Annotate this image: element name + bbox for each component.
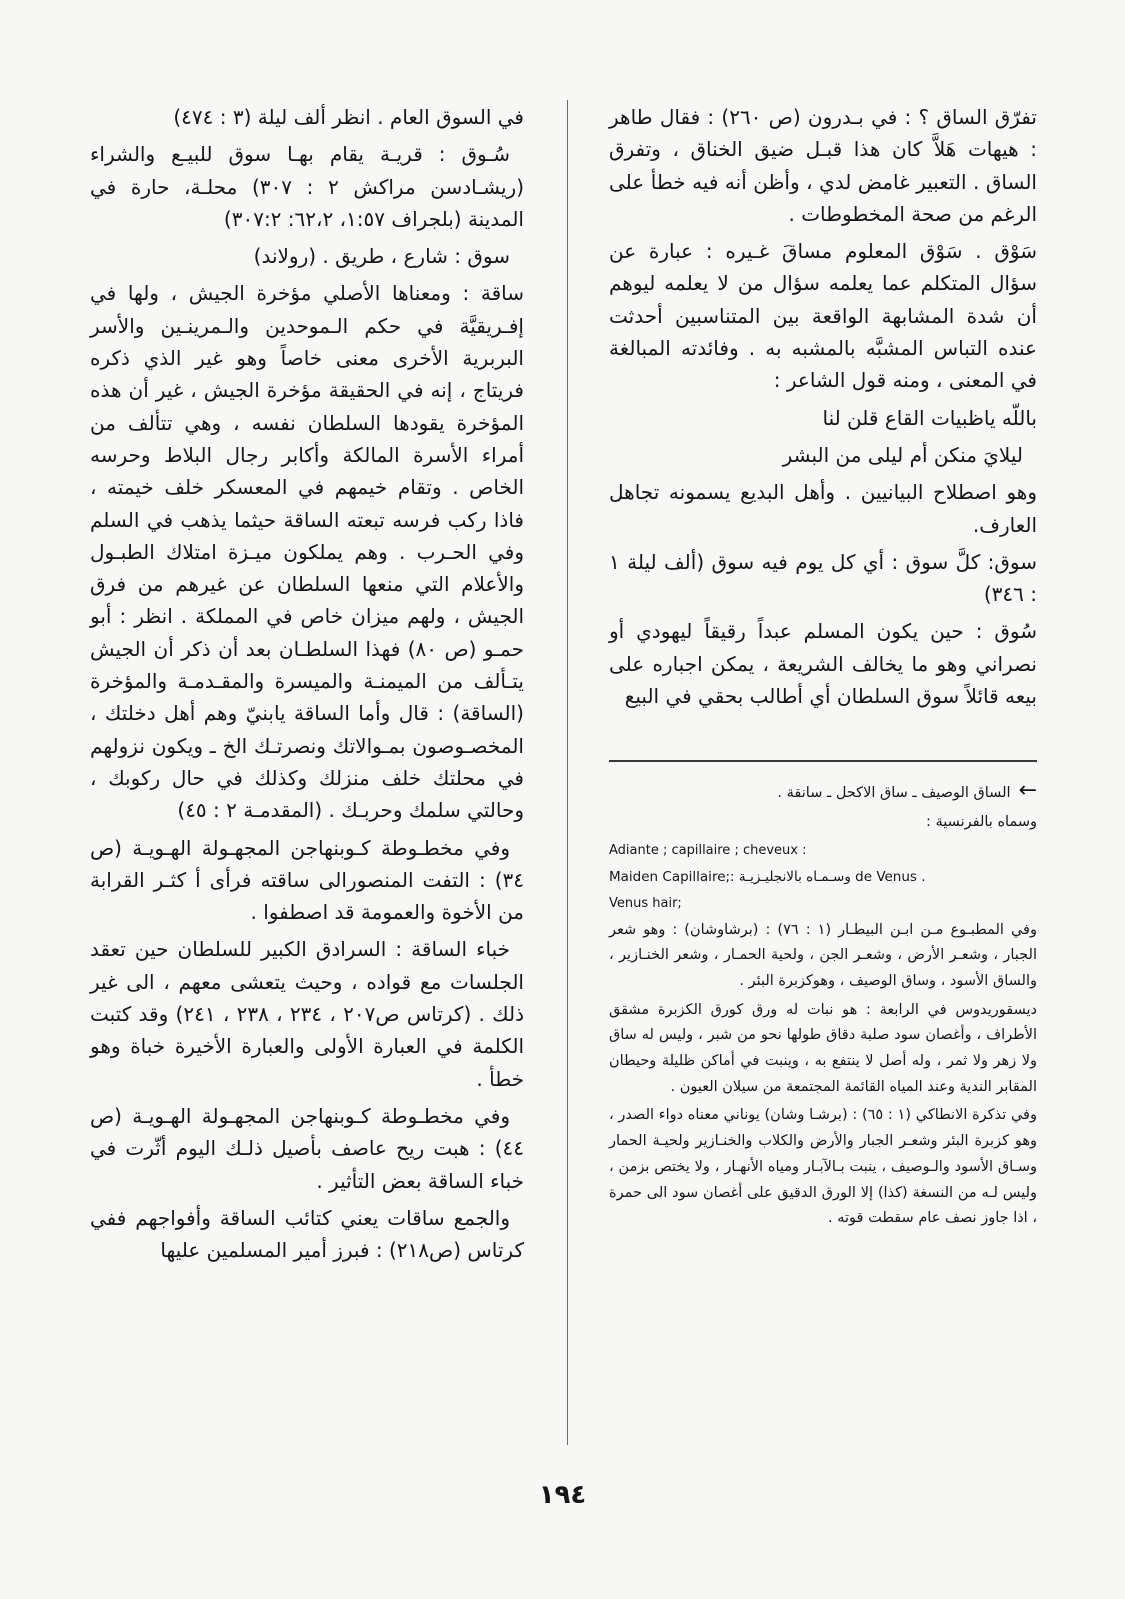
paragraph-copenhagen-2: وفي مخطـوطة كـوبنهاجن المجهـولة الهـويـة (ص ٤٤) : هبت ريح عاصف بأصيل ذلـك اليوم أثّرت في خباء الساقة بعض التأثير . <box>90 1103 524 1193</box>
footnote-paragraph-antaki: وفي تذكرة الانطاكي (١ : ٦٥) : (برشـا وشان) يوناني معناه دواء الصدر ، وهو كزبرة البئر وشعـر الجبار والأرض والكلاب والخنـازير ولحيـة الحمار وسـاق الأسود والـوصيف ، ينبت بـالآبـار ومياه الأنهـار ، ولا يختص بزمن ، وليس لـه من النسغة (كذا) إلا الورق الدقيق على أغصان سود الى حمرة ، اذا جاوز نصف عام سقطت قوته . <box>609 1107 1037 1227</box>
footnote-english-line: Maiden Capillaire;: وسـمـاه بالانجليـزيـة de Venus . <box>609 869 926 886</box>
arrow-icon: ← <box>1018 778 1037 803</box>
footnote-rule <box>609 760 1037 762</box>
footnote-paragraph-dioscorides: ديسقوريدوس في الرابعة : هو نبات له ورق كورق الكزبرة مشقق الأطراف ، وأغصان سود صلبة دقاق طولها نحو من شبر ، وليس له ساق ولا زهر ولا ثمر ، وله أصل لا ينتفع به ، وينبت في أماكن ظليلة وحيطان المقابر الندية وعند المياه القائمة المجتمعة من سيلان العيون . <box>609 1001 1037 1095</box>
paragraph-sawq-definition: سَوْق . سَوْق المعلوم مساقَ غـيره : عبارة عن سؤال المتكلم عما يعلمه سؤال من لا يعلمه ليوهم أن شدة المشابهة الواقعة بين المتناسبين أحدثت عنده التباس المشبَّه بالمشبه به . وفائدته المبالغة في المعنى ، ومنه قول الشاعر : <box>609 239 1037 393</box>
paragraph-souq-village: سُـوق : قريـة يقام بهـا سوق للبيـع والشراء (ريشـادسن مراكش ٢ : ٣٠٧) محلـة، حارة في المدينة (بلجراف ١:٥٧، ٦٢،٢: ٣٠٧:٢) <box>90 142 525 231</box>
footnote-english-term: Venus hair; <box>609 895 682 911</box>
left-column <box>90 101 524 1271</box>
page-number: ١٩٤ <box>538 1480 587 1510</box>
right-column <box>609 101 1037 717</box>
paragraph-saqat-plural: والجمع ساقات يعني كتائب الساقة وأفواجهم ففي كرتاس (ص٢١٨) : فبرز أمير المسلمين عليها <box>90 1205 524 1263</box>
footnote-line-1 <box>609 778 1037 807</box>
paragraph-saqa: ساقة : ومعناها الأصلي مؤخرة الجيش ، ولها في إفـريقيَّة في حكم الـموحدين والـمرينـين والأسر البربرية الأخرى معنى خاصاً وهو غير الذي ذكره فريتاج ، إنه في الحقيقة مؤخرة الجيش ، غير أن هذه المؤخرة يقودها السلطان نفسه ، وهي تتألف من أمراء الأسرة المالكة وأكابر رجال البلاط وحرسه الخاص . وتقام خيمهم في المعسكر خلف خيمته ، فاذا ركب فرسه تبعته الساقة حيثما يذهب في السلم وفي الحـرب . وهم يملكون ميـزة امتلاك الطبـول والأعلام التي منعها السلطان عن غيرهم من فرق الجيش ، ولهم ميزان خاص في المملكة . انظر : أبو حمـو (ص ٨٠) فهذا السلطـان بعد أن ذكر أن الجيش يتـألف من الميمنـة والميسرة والمقـدمـة والمؤخرة (الساقة) : قال وأما الساقة يابنيّ وهم أهل دخلتك ، المخصـوصون بمـوالاتك ونصرتـك الخ ـ ويكون نزولهم في محلتك خلف منزلك وكذلك في حال ركوبك ، وحالتي سلمك وحربـك . (المقدمـة ٢ : ٤٥) <box>90 281 524 823</box>
paragraph-tafarruq: تفرّق الساق ؟ : في بـدرون (ص ٢٦٠) : فقال طاهر : هيهات هَلاَّ كان هذا قبـل ضيق الخناق ، وتفرق الساق . التعبير غامض لدي ، وأظن أنه فيه خطأ على الرغم من صحة المخطوطات . <box>609 105 1037 226</box>
paragraph-tajahul: وهو اصطلاح البيانيين . وأهل البديع يسمونه تجاهل العارف. <box>609 480 1037 537</box>
footnote-line-1-text: الساق الوصيف ـ ساق الاكحل ـ سانقة . <box>777 785 1011 801</box>
poem-line-1: باللّه ياظبيات القاع قلن لنا <box>822 405 1037 430</box>
paragraph-suq-sultan: سُوق : حين يكون المسلم عبداً رقيقاً ليهودي أو نصراني وهو ما يخالف الشريعة ، يمكن اجباره على بيعه قائلاً سوق السلطان أي أطالب بحقي في البيع <box>609 619 1037 709</box>
poem-line-2: ليلايَ منكن أم ليلى من البشر <box>782 442 1023 467</box>
footnote-french-terms: Adiante ; capillaire ; cheveux : <box>609 843 807 859</box>
paragraph-souq-street: سوق : شارع ، طريق . (رولاند) <box>253 244 510 269</box>
column-divider <box>567 100 568 1445</box>
footnote-line-2: وسماه بالفرنسية : <box>926 813 1037 830</box>
footnote-paragraph-baytar: وفي المطبـوع مـن ابـن البيطـار (١ : ٧٦) : (برشاوشان) : وهو شعر الجبار ، وشعـر الأرض ، وشعـر الجن ، ولحية الحمـار ، وشعر الخنـازير ، والساق الأسود ، وساق الوصيف ، وهوكزبرة البئر . <box>609 921 1037 989</box>
footnote <box>609 778 1037 1235</box>
paragraph-kull-suq: سوق: كلَّ سوق : أي كل يوم فيه سوق (ألف ليلة ١ : ٣٤٦) <box>609 549 1037 607</box>
paragraph-khiba-saqa: خباء الساقة : السرادق الكبير للسلطان حين تعقد الجلسات مع قواده ، وحيث يتعشى معهم ، الى غير ذلك . (كرتاس ص٢٠٧ ، ٢٣٤ ، ٢٣٨ ، ٢٤١) وقد كتبت الكلمة في العبارة الأولى والعبارة الأخيرة خباة وهو خطأ . <box>90 937 525 1091</box>
paragraph-copenhagen-1: وفي مخطـوطة كـوبنهاجن المجهـولة الهـويـة (ص ٣٤) : التفت المنصورالى ساقته فرأى أ كثـر القرابة من الأخوة والعمومة قد اصطفوا . <box>90 835 524 925</box>
paragraph-souq-aam: في السوق العام . انظر ألف ليلة (٣ : ٤٧٤) <box>173 105 524 129</box>
